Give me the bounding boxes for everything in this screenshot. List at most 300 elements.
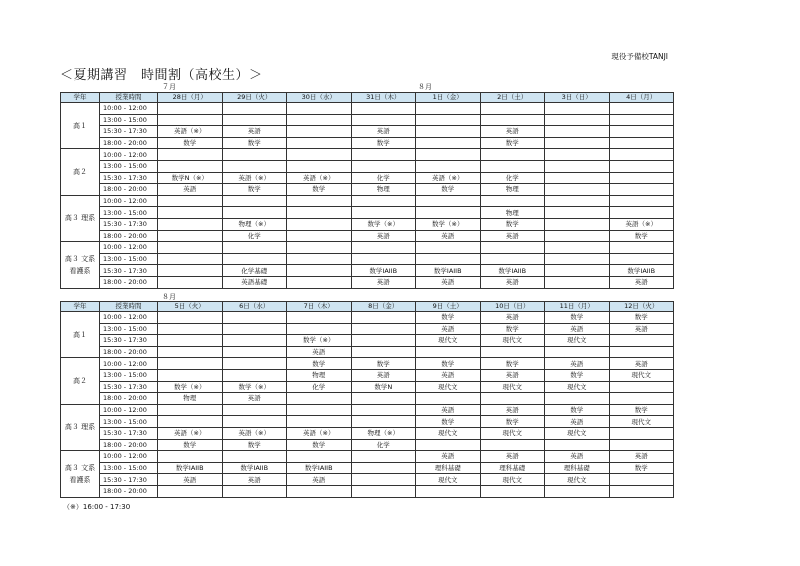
subject-cell: 英語（※）: [287, 427, 352, 439]
subject-cell: 数学IAIIB: [416, 265, 481, 277]
day-header: 11日（月）: [545, 302, 610, 312]
subject-cell: 英語（※）: [416, 172, 481, 184]
subject-cell: 英語: [351, 276, 416, 288]
table-row: [61, 253, 674, 265]
time-cell: 18:00 - 20:00: [100, 485, 158, 497]
subject-cell: [545, 485, 610, 497]
grade-cell: 高１: [61, 312, 100, 358]
table-row: [61, 160, 674, 172]
time-cell: 10:00 - 12:00: [100, 404, 158, 416]
subject-cell: [351, 323, 416, 335]
subject-cell: [351, 462, 416, 474]
grade-header: 学年: [61, 93, 100, 103]
subject-cell: 英語（※）: [222, 427, 287, 439]
subject-cell: [222, 195, 287, 207]
subject-cell: 英語: [222, 126, 287, 138]
subject-cell: 数学（※）: [222, 381, 287, 393]
subject-cell: [351, 195, 416, 207]
subject-cell: 数学: [609, 230, 674, 242]
table-row: [61, 126, 674, 138]
subject-cell: 数学: [416, 184, 481, 196]
subject-cell: [609, 103, 674, 115]
grade-cell: 高３ 文系 看護系: [61, 242, 100, 288]
subject-cell: 英語: [351, 230, 416, 242]
subject-cell: [158, 369, 223, 381]
subject-cell: 英語: [545, 358, 610, 370]
subject-cell: 現代文: [545, 381, 610, 393]
table-row: [61, 335, 674, 347]
time-cell: 15:30 - 17:30: [100, 335, 158, 347]
subject-cell: [222, 103, 287, 115]
time-cell: 13:00 - 15:00: [100, 416, 158, 428]
table-row: [61, 103, 674, 115]
table-row: [61, 474, 674, 486]
time-cell: 13:00 - 15:00: [100, 369, 158, 381]
subject-cell: [222, 312, 287, 324]
subject-cell: 数学: [222, 439, 287, 451]
subject-cell: 化学: [222, 230, 287, 242]
table-row: [61, 369, 674, 381]
subject-cell: 英語（※）: [222, 172, 287, 184]
subject-cell: [287, 149, 352, 161]
subject-cell: 現代文: [480, 474, 545, 486]
subject-cell: [609, 253, 674, 265]
subject-cell: 物理: [480, 207, 545, 219]
subject-cell: 化学: [480, 172, 545, 184]
subject-cell: 化学: [351, 439, 416, 451]
time-cell: 18:00 - 20:00: [100, 276, 158, 288]
subject-cell: [287, 195, 352, 207]
subject-cell: [351, 393, 416, 405]
grade-header: 学年: [61, 302, 100, 312]
subject-cell: [545, 126, 610, 138]
table-row: [61, 230, 674, 242]
time-cell: 15:30 - 17:30: [100, 381, 158, 393]
subject-cell: [351, 346, 416, 358]
subject-cell: [545, 103, 610, 115]
subject-cell: [545, 265, 610, 277]
subject-cell: [416, 393, 481, 405]
grade-cell: 高１: [61, 103, 100, 149]
subject-cell: 英語（※）: [158, 427, 223, 439]
subject-cell: [609, 114, 674, 126]
subject-cell: [158, 103, 223, 115]
subject-cell: 数学: [480, 323, 545, 335]
subject-cell: [609, 137, 674, 149]
subject-cell: [545, 346, 610, 358]
table-row: [61, 195, 674, 207]
subject-cell: 英語: [158, 474, 223, 486]
subject-cell: [480, 393, 545, 405]
table-row: [61, 242, 674, 254]
day-header: 5日（火）: [158, 302, 223, 312]
subject-cell: 英語: [416, 323, 481, 335]
subject-cell: 数学: [287, 358, 352, 370]
subject-cell: 化学: [287, 381, 352, 393]
grade-cell: 高３ 理系: [61, 404, 100, 450]
subject-cell: 数学IAIIB: [222, 462, 287, 474]
subject-cell: [480, 103, 545, 115]
subject-cell: 数学: [609, 462, 674, 474]
subject-cell: [545, 114, 610, 126]
day-header: 29日（火）: [222, 93, 287, 103]
subject-cell: 数学: [351, 358, 416, 370]
subject-cell: [222, 416, 287, 428]
subject-cell: 英語: [222, 474, 287, 486]
table-row: [61, 404, 674, 416]
subject-cell: [222, 149, 287, 161]
footnote: （※）16:00 - 17:30: [63, 503, 131, 511]
subject-cell: 英語: [545, 416, 610, 428]
subject-cell: 数学: [158, 137, 223, 149]
subject-cell: [480, 253, 545, 265]
header-row: [61, 93, 674, 103]
time-header: 授業時間: [100, 93, 158, 103]
subject-cell: [222, 358, 287, 370]
subject-cell: 英語（※）: [287, 172, 352, 184]
subject-cell: [287, 230, 352, 242]
subject-cell: 英語: [480, 276, 545, 288]
subject-cell: 数学IAIIB: [351, 265, 416, 277]
day-header: 9日（土）: [416, 302, 481, 312]
subject-cell: [609, 184, 674, 196]
subject-cell: [416, 160, 481, 172]
time-cell: 18:00 - 20:00: [100, 393, 158, 405]
subject-cell: [158, 358, 223, 370]
subject-cell: 英語: [351, 126, 416, 138]
time-cell: 10:00 - 12:00: [100, 242, 158, 254]
subject-cell: 数学: [416, 312, 481, 324]
time-cell: 10:00 - 12:00: [100, 103, 158, 115]
subject-cell: [545, 242, 610, 254]
subject-cell: 現代文: [416, 381, 481, 393]
subject-cell: [609, 439, 674, 451]
subject-cell: [609, 427, 674, 439]
subject-cell: [222, 114, 287, 126]
subject-cell: 理科基礎: [480, 462, 545, 474]
subject-cell: [158, 207, 223, 219]
subject-cell: 英語: [480, 312, 545, 324]
subject-cell: 英語: [287, 346, 352, 358]
subject-cell: 数学: [287, 439, 352, 451]
subject-cell: 英語: [351, 369, 416, 381]
subject-cell: 現代文: [609, 369, 674, 381]
subject-cell: [480, 346, 545, 358]
table-row: [61, 416, 674, 428]
subject-cell: 英語: [609, 358, 674, 370]
day-header: 12日（火）: [609, 302, 674, 312]
subject-cell: 数学: [545, 369, 610, 381]
subject-cell: [480, 160, 545, 172]
subject-cell: 英語: [416, 404, 481, 416]
subject-cell: [609, 172, 674, 184]
subject-cell: [351, 451, 416, 463]
subject-cell: [222, 242, 287, 254]
subject-cell: [545, 172, 610, 184]
schedule-table-july-aug: [60, 92, 674, 289]
subject-cell: [158, 485, 223, 497]
subject-cell: 現代文: [480, 427, 545, 439]
day-header: 2日（土）: [480, 93, 545, 103]
time-cell: 18:00 - 20:00: [100, 346, 158, 358]
subject-cell: 英語: [222, 393, 287, 405]
subject-cell: [480, 242, 545, 254]
time-cell: 18:00 - 20:00: [100, 137, 158, 149]
subject-cell: [351, 404, 416, 416]
subject-cell: 英語: [545, 451, 610, 463]
subject-cell: [480, 439, 545, 451]
subject-cell: 英語: [609, 323, 674, 335]
time-cell: 10:00 - 12:00: [100, 149, 158, 161]
subject-cell: 英語: [545, 323, 610, 335]
subject-cell: [351, 485, 416, 497]
subject-cell: [416, 242, 481, 254]
subject-cell: 英語: [416, 276, 481, 288]
subject-cell: 英語: [480, 404, 545, 416]
subject-cell: [287, 312, 352, 324]
subject-cell: [545, 439, 610, 451]
subject-cell: [545, 393, 610, 405]
subject-cell: [158, 312, 223, 324]
subject-cell: [158, 276, 223, 288]
grade-cell: 高２: [61, 358, 100, 404]
subject-cell: [287, 253, 352, 265]
subject-cell: 物理: [287, 369, 352, 381]
day-header: 1日（金）: [416, 93, 481, 103]
subject-cell: 数学: [609, 404, 674, 416]
subject-cell: [158, 149, 223, 161]
subject-cell: [287, 265, 352, 277]
subject-cell: [222, 485, 287, 497]
table-row: [61, 114, 674, 126]
subject-cell: [545, 160, 610, 172]
subject-cell: 数学（※）: [287, 335, 352, 347]
table-row: [61, 462, 674, 474]
subject-cell: [416, 346, 481, 358]
subject-cell: 英語: [416, 451, 481, 463]
month-label-august: ８月: [162, 293, 176, 301]
subject-cell: 英語: [480, 126, 545, 138]
header-row: [61, 302, 674, 312]
subject-cell: [545, 149, 610, 161]
table-row: [61, 312, 674, 324]
subject-cell: [287, 218, 352, 230]
subject-cell: 数学: [545, 312, 610, 324]
subject-cell: [158, 242, 223, 254]
subject-cell: [222, 160, 287, 172]
subject-cell: [480, 114, 545, 126]
subject-cell: [158, 218, 223, 230]
subject-cell: [287, 114, 352, 126]
subject-cell: 数学（※）: [158, 381, 223, 393]
subject-cell: [287, 276, 352, 288]
subject-cell: 数学: [287, 184, 352, 196]
subject-cell: [158, 346, 223, 358]
subject-cell: 物理: [480, 184, 545, 196]
subject-cell: [158, 451, 223, 463]
subject-cell: 物理: [351, 184, 416, 196]
subject-cell: 現代文: [416, 474, 481, 486]
subject-cell: [416, 253, 481, 265]
day-header: 10日（日）: [480, 302, 545, 312]
subject-cell: [416, 195, 481, 207]
subject-cell: [416, 439, 481, 451]
subject-cell: [158, 265, 223, 277]
subject-cell: [545, 276, 610, 288]
subject-cell: [222, 323, 287, 335]
subject-cell: [287, 242, 352, 254]
table-row: [61, 172, 674, 184]
subject-cell: [416, 485, 481, 497]
time-cell: 10:00 - 12:00: [100, 358, 158, 370]
subject-cell: [609, 195, 674, 207]
grade-cell: 高３ 文系 看護系: [61, 451, 100, 497]
subject-cell: [287, 207, 352, 219]
subject-cell: [287, 126, 352, 138]
subject-cell: [287, 416, 352, 428]
schedule-table-august: [60, 301, 674, 498]
subject-cell: [158, 160, 223, 172]
subject-cell: 数学: [351, 137, 416, 149]
subject-cell: 数学: [609, 312, 674, 324]
subject-cell: 物理（※）: [351, 427, 416, 439]
page-title: ＜夏期講習 時間割（高校生）＞: [60, 68, 263, 83]
table-row: [61, 427, 674, 439]
table-row: [61, 358, 674, 370]
subject-cell: 物理（※）: [222, 218, 287, 230]
subject-cell: 理科基礎: [416, 462, 481, 474]
subject-cell: [351, 242, 416, 254]
time-cell: 18:00 - 20:00: [100, 184, 158, 196]
subject-cell: 数学N（※）: [158, 172, 223, 184]
subject-cell: [287, 103, 352, 115]
subject-cell: 英語: [416, 369, 481, 381]
time-cell: 13:00 - 15:00: [100, 253, 158, 265]
subject-cell: [158, 195, 223, 207]
table-row: [61, 207, 674, 219]
time-cell: 10:00 - 12:00: [100, 312, 158, 324]
subject-cell: [287, 160, 352, 172]
subject-cell: 数学N: [351, 381, 416, 393]
subject-cell: [222, 369, 287, 381]
subject-cell: 数学IAIIB: [287, 462, 352, 474]
subject-cell: [287, 451, 352, 463]
table-row: [61, 276, 674, 288]
time-cell: 13:00 - 15:00: [100, 323, 158, 335]
time-cell: 13:00 - 15:00: [100, 462, 158, 474]
grade-cell: 高２: [61, 149, 100, 195]
subject-cell: 数学IAIIB: [480, 265, 545, 277]
subject-cell: [158, 335, 223, 347]
time-cell: 15:30 - 17:30: [100, 265, 158, 277]
subject-cell: [351, 253, 416, 265]
day-header: 6日（水）: [222, 302, 287, 312]
subject-cell: [351, 416, 416, 428]
subject-cell: 数学IAIIB: [609, 265, 674, 277]
time-cell: 15:30 - 17:30: [100, 126, 158, 138]
subject-cell: [416, 207, 481, 219]
subject-cell: [545, 137, 610, 149]
subject-cell: 現代文: [609, 416, 674, 428]
table-row: [61, 137, 674, 149]
subject-cell: 英語: [287, 474, 352, 486]
time-cell: 18:00 - 20:00: [100, 230, 158, 242]
subject-cell: [222, 253, 287, 265]
subject-cell: 現代文: [480, 381, 545, 393]
day-header: 8日（金）: [351, 302, 416, 312]
subject-cell: 英語: [609, 276, 674, 288]
subject-cell: 化学: [351, 172, 416, 184]
day-header: 4日（月）: [609, 93, 674, 103]
table-row: [61, 439, 674, 451]
subject-cell: 英語（※）: [609, 218, 674, 230]
time-cell: 15:30 - 17:30: [100, 427, 158, 439]
subject-cell: 英語: [480, 230, 545, 242]
subject-cell: 英語（※）: [158, 126, 223, 138]
table-row: [61, 149, 674, 161]
subject-cell: [609, 381, 674, 393]
subject-cell: [222, 335, 287, 347]
subject-cell: [545, 218, 610, 230]
subject-cell: [287, 323, 352, 335]
subject-cell: [222, 451, 287, 463]
subject-cell: 数学: [480, 218, 545, 230]
subject-cell: 数学: [158, 439, 223, 451]
subject-cell: [416, 149, 481, 161]
time-cell: 13:00 - 15:00: [100, 114, 158, 126]
time-cell: 18:00 - 20:00: [100, 439, 158, 451]
subject-cell: 数学: [222, 184, 287, 196]
subject-cell: 現代文: [416, 427, 481, 439]
subject-cell: 英語: [480, 369, 545, 381]
table-row: [61, 265, 674, 277]
time-cell: 10:00 - 12:00: [100, 451, 158, 463]
table-row: [61, 393, 674, 405]
subject-cell: [351, 149, 416, 161]
subject-cell: 数学: [222, 137, 287, 149]
subject-cell: 数学（※）: [416, 218, 481, 230]
subject-cell: [545, 253, 610, 265]
subject-cell: 数学: [416, 416, 481, 428]
subject-cell: [287, 137, 352, 149]
subject-cell: [416, 114, 481, 126]
subject-cell: [158, 416, 223, 428]
subject-cell: [222, 346, 287, 358]
subject-cell: 現代文: [416, 335, 481, 347]
subject-cell: 現代文: [480, 335, 545, 347]
subject-cell: 数学: [480, 358, 545, 370]
subject-cell: [609, 335, 674, 347]
subject-cell: [545, 195, 610, 207]
subject-cell: 現代文: [545, 474, 610, 486]
subject-cell: [351, 312, 416, 324]
day-header: 30日（水）: [287, 93, 352, 103]
subject-cell: [287, 485, 352, 497]
subject-cell: [287, 404, 352, 416]
school-name: 現役予備校TANJI: [611, 52, 668, 61]
subject-cell: [222, 207, 287, 219]
table-row: [61, 184, 674, 196]
subject-cell: [351, 160, 416, 172]
time-cell: 15:30 - 17:30: [100, 474, 158, 486]
subject-cell: 英語: [158, 184, 223, 196]
time-cell: 10:00 - 12:00: [100, 195, 158, 207]
time-cell: 13:00 - 15:00: [100, 160, 158, 172]
subject-cell: 数学: [480, 137, 545, 149]
subject-cell: [222, 404, 287, 416]
subject-cell: 英語: [609, 451, 674, 463]
time-header: 授業時間: [100, 302, 158, 312]
